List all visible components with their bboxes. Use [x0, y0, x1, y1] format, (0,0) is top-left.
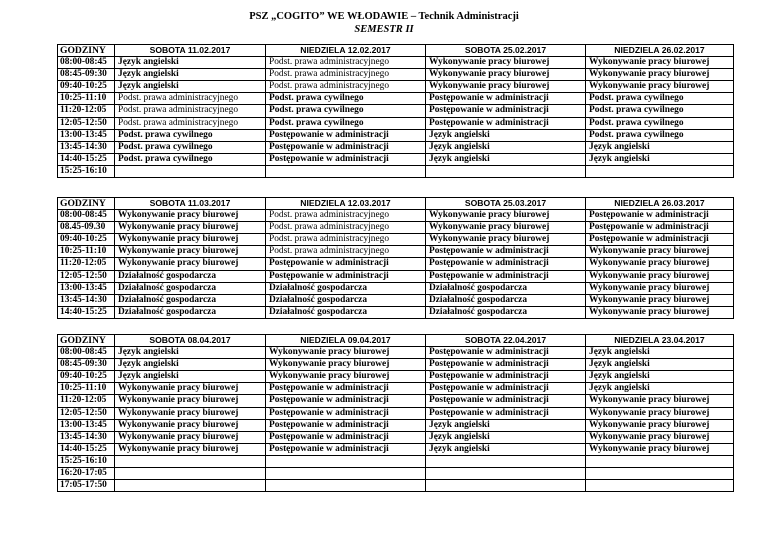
- subject-cell: Podst. prawa administracyjnego: [115, 117, 266, 129]
- table-row: [58, 443, 734, 455]
- subject-cell: Wykonywanie pracy biurowej: [115, 222, 266, 234]
- table-row: [58, 480, 734, 492]
- time-slot: 12:05-12:50: [58, 117, 115, 129]
- time-slot: 08.45-09.30: [58, 222, 115, 234]
- subject-cell: [426, 165, 586, 177]
- subject-cell: Wykonywanie pracy biurowej: [426, 69, 586, 81]
- day-column-header: NIEDZIELA 12.03.2017: [266, 198, 426, 210]
- table-row: [58, 93, 734, 105]
- subject-cell: [115, 480, 266, 492]
- table-row: [58, 258, 734, 270]
- subject-cell: Język angielski: [115, 81, 266, 93]
- time-slot: 13:45-14:30: [58, 294, 115, 306]
- subject-cell: Podst. prawa administracyjnego: [115, 105, 266, 117]
- hours-column-header: GODZINY: [58, 45, 115, 57]
- subject-cell: Wykonywanie pracy biurowej: [586, 294, 734, 306]
- subject-cell: Postępowanie w administracji: [266, 129, 426, 141]
- subject-cell: Podst. prawa administracyjnego: [266, 69, 426, 81]
- subject-cell: [115, 455, 266, 467]
- time-slot: 11:20-12:05: [58, 258, 115, 270]
- time-slot: 13:00-13:45: [58, 129, 115, 141]
- hours-column-header: GODZINY: [58, 335, 115, 347]
- day-column-header: SOBOTA 25.03.2017: [426, 198, 586, 210]
- subject-cell: Postępowanie w administracji: [266, 270, 426, 282]
- day-column-header: SOBOTA 25.02.2017: [426, 45, 586, 57]
- subject-cell: Język angielski: [426, 443, 586, 455]
- subject-cell: Podst. prawa administracyjnego: [266, 57, 426, 69]
- subject-cell: Wykonywanie pracy biurowej: [586, 443, 734, 455]
- subject-cell: Podst. prawa administracyjnego: [266, 210, 426, 222]
- subject-cell: Wykonywanie pracy biurowej: [586, 69, 734, 81]
- subject-cell: [586, 468, 734, 480]
- subject-cell: [266, 165, 426, 177]
- time-slot: 10:25-11:10: [58, 383, 115, 395]
- table-row: [58, 246, 734, 258]
- subject-cell: [115, 468, 266, 480]
- subject-cell: Postępowanie w administracji: [266, 141, 426, 153]
- subject-cell: Wykonywanie pracy biurowej: [115, 395, 266, 407]
- subject-cell: Postępowanie w administracji: [266, 383, 426, 395]
- subject-cell: Język angielski: [586, 383, 734, 395]
- subject-cell: Wykonywanie pracy biurowej: [426, 222, 586, 234]
- subject-cell: Postępowanie w administracji: [426, 105, 586, 117]
- subject-cell: Działalność gospodarcza: [115, 270, 266, 282]
- day-column-header: NIEDZIELA 09.04.2017: [266, 335, 426, 347]
- subject-cell: Postępowanie w administracji: [266, 153, 426, 165]
- subject-cell: Wykonywanie pracy biurowej: [586, 57, 734, 69]
- header-row: [58, 45, 734, 57]
- subject-cell: Podst. prawa cywilnego: [586, 105, 734, 117]
- subject-cell: Wykonywanie pracy biurowej: [586, 419, 734, 431]
- time-slot: 08:45-09:30: [58, 359, 115, 371]
- subject-cell: Język angielski: [426, 431, 586, 443]
- subject-cell: Podst. prawa administracyjnego: [115, 93, 266, 105]
- subject-cell: Postępowanie w administracji: [426, 395, 586, 407]
- subject-cell: Działalność gospodarcza: [115, 294, 266, 306]
- document-title: PSZ „COGITO” WE WŁODAWIE – Technik Administracji: [249, 11, 519, 22]
- subject-cell: Język angielski: [586, 371, 734, 383]
- subject-cell: Postępowanie w administracji: [266, 407, 426, 419]
- subject-cell: Język angielski: [426, 129, 586, 141]
- subject-cell: Język angielski: [426, 419, 586, 431]
- subject-cell: Wykonywanie pracy biurowej: [586, 270, 734, 282]
- subject-cell: Wykonywanie pracy biurowej: [586, 407, 734, 419]
- subject-cell: Podst. prawa cywilnego: [266, 93, 426, 105]
- table-row: [58, 153, 734, 165]
- subject-cell: Postępowanie w administracji: [586, 210, 734, 222]
- subject-cell: Podst. prawa cywilnego: [586, 93, 734, 105]
- table-row: [58, 141, 734, 153]
- time-slot: 14:40-15:25: [58, 153, 115, 165]
- subject-cell: Działalność gospodarcza: [115, 282, 266, 294]
- subject-cell: Postępowanie w administracji: [426, 270, 586, 282]
- subject-cell: [426, 468, 586, 480]
- table-row: [58, 210, 734, 222]
- subject-cell: Podst. prawa cywilnego: [115, 141, 266, 153]
- subject-cell: Wykonywanie pracy biurowej: [586, 306, 734, 318]
- table-row: [58, 347, 734, 359]
- subject-cell: Postępowanie w administracji: [426, 347, 586, 359]
- subject-cell: Język angielski: [426, 153, 586, 165]
- subject-cell: Podst. prawa administracyjnego: [266, 234, 426, 246]
- schedule-table-february: [57, 44, 734, 178]
- subject-cell: Podst. prawa cywilnego: [115, 153, 266, 165]
- time-slot: 09:40-10:25: [58, 371, 115, 383]
- subject-cell: Podst. prawa administracyjnego: [266, 246, 426, 258]
- time-slot: 13:00-13:45: [58, 282, 115, 294]
- time-slot: 14:40-15:25: [58, 443, 115, 455]
- subject-cell: Działalność gospodarcza: [266, 306, 426, 318]
- day-column-header: SOBOTA 22.04.2017: [426, 335, 586, 347]
- table-row: [58, 129, 734, 141]
- table-row: [58, 234, 734, 246]
- time-slot: 08:00-08:45: [58, 210, 115, 222]
- table-row: [58, 383, 734, 395]
- subject-cell: [586, 455, 734, 467]
- time-slot: 13:00-13:45: [58, 419, 115, 431]
- subject-cell: Wykonywanie pracy biurowej: [586, 431, 734, 443]
- table-row: [58, 468, 734, 480]
- table-row: [58, 306, 734, 318]
- subject-cell: Wykonywanie pracy biurowej: [115, 407, 266, 419]
- time-slot: 10:25-11:10: [58, 246, 115, 258]
- subject-cell: Wykonywanie pracy biurowej: [266, 371, 426, 383]
- subject-cell: Wykonywanie pracy biurowej: [586, 395, 734, 407]
- time-slot: 11:20-12:05: [58, 395, 115, 407]
- subject-cell: [426, 480, 586, 492]
- subject-cell: Podst. prawa cywilnego: [115, 129, 266, 141]
- table-row: [58, 359, 734, 371]
- subject-cell: Wykonywanie pracy biurowej: [426, 234, 586, 246]
- subject-cell: Wykonywanie pracy biurowej: [115, 419, 266, 431]
- time-slot: 14:40-15:25: [58, 306, 115, 318]
- subject-cell: Wykonywanie pracy biurowej: [266, 347, 426, 359]
- subject-cell: Działalność gospodarcza: [266, 282, 426, 294]
- table-row: [58, 407, 734, 419]
- subject-cell: Postępowanie w administracji: [266, 395, 426, 407]
- subject-cell: Postępowanie w administracji: [266, 258, 426, 270]
- hours-column-header: GODZINY: [58, 198, 115, 210]
- subject-cell: Postępowanie w administracji: [426, 246, 586, 258]
- subject-cell: Podst. prawa cywilnego: [266, 105, 426, 117]
- subject-cell: Wykonywanie pracy biurowej: [586, 258, 734, 270]
- time-slot: 16:20-17:05: [58, 468, 115, 480]
- subject-cell: Postępowanie w administracji: [426, 407, 586, 419]
- time-slot: 17:05-17:50: [58, 480, 115, 492]
- subject-cell: Postępowanie w administracji: [426, 383, 586, 395]
- time-slot: 15:25-16:10: [58, 455, 115, 467]
- day-column-header: SOBOTA 11.03.2017: [115, 198, 266, 210]
- subject-cell: Wykonywanie pracy biurowej: [115, 258, 266, 270]
- time-slot: 09:40-10:25: [58, 234, 115, 246]
- subject-cell: Postępowanie w administracji: [266, 431, 426, 443]
- table-row: [58, 270, 734, 282]
- document-subtitle: SEMESTR II: [354, 24, 414, 35]
- subject-cell: Postępowanie w administracji: [426, 359, 586, 371]
- time-slot: 11:20-12:05: [58, 105, 115, 117]
- table-row: [58, 431, 734, 443]
- day-column-header: NIEDZIELA 26.03.2017: [586, 198, 734, 210]
- table-row: [58, 81, 734, 93]
- day-column-header: SOBOTA 11.02.2017: [115, 45, 266, 57]
- document-header: [0, 10, 768, 36]
- subject-cell: [266, 468, 426, 480]
- time-slot: 08:00-08:45: [58, 347, 115, 359]
- subject-cell: Wykonywanie pracy biurowej: [115, 443, 266, 455]
- subject-cell: Postępowanie w administracji: [266, 419, 426, 431]
- day-column-header: NIEDZIELA 26.02.2017: [586, 45, 734, 57]
- subject-cell: Podst. prawa administracyjnego: [266, 222, 426, 234]
- subject-cell: Postępowanie w administracji: [426, 258, 586, 270]
- time-slot: 09:40-10:25: [58, 81, 115, 93]
- schedule-table-march: [57, 197, 734, 319]
- subject-cell: Podst. prawa cywilnego: [586, 117, 734, 129]
- subject-cell: Wykonywanie pracy biurowej: [115, 210, 266, 222]
- table-row: [58, 455, 734, 467]
- table-row: [58, 294, 734, 306]
- time-slot: 08:00-08:45: [58, 57, 115, 69]
- subject-cell: Wykonywanie pracy biurowej: [115, 234, 266, 246]
- time-slot: 15:25-16:10: [58, 165, 115, 177]
- table-row: [58, 222, 734, 234]
- subject-cell: Wykonywanie pracy biurowej: [115, 383, 266, 395]
- subject-cell: Wykonywanie pracy biurowej: [426, 81, 586, 93]
- subject-cell: [266, 455, 426, 467]
- subject-cell: Wykonywanie pracy biurowej: [586, 246, 734, 258]
- time-slot: 13:45-14:30: [58, 431, 115, 443]
- time-slot: 13:45-14:30: [58, 141, 115, 153]
- subject-cell: Język angielski: [586, 153, 734, 165]
- table-row: [58, 69, 734, 81]
- subject-cell: Działalność gospodarcza: [266, 294, 426, 306]
- header-row: [58, 335, 734, 347]
- subject-cell: Działalność gospodarcza: [426, 282, 586, 294]
- subject-cell: Język angielski: [586, 359, 734, 371]
- subject-cell: Język angielski: [586, 347, 734, 359]
- subject-cell: Język angielski: [115, 347, 266, 359]
- day-column-header: NIEDZIELA 12.02.2017: [266, 45, 426, 57]
- subject-cell: Wykonywanie pracy biurowej: [586, 282, 734, 294]
- time-slot: 12:05-12:50: [58, 270, 115, 282]
- schedule-table-april: [57, 334, 734, 492]
- subject-cell: Podst. prawa cywilnego: [266, 117, 426, 129]
- subject-cell: Działalność gospodarcza: [426, 294, 586, 306]
- subject-cell: Postępowanie w administracji: [426, 371, 586, 383]
- subject-cell: Działalność gospodarcza: [115, 306, 266, 318]
- table-row: [58, 395, 734, 407]
- subject-cell: Postępowanie w administracji: [586, 222, 734, 234]
- subject-cell: Wykonywanie pracy biurowej: [266, 359, 426, 371]
- subject-cell: [426, 455, 586, 467]
- table-row: [58, 419, 734, 431]
- table-row: [58, 282, 734, 294]
- subject-cell: Wykonywanie pracy biurowej: [426, 210, 586, 222]
- subject-cell: Postępowanie w administracji: [426, 117, 586, 129]
- subject-cell: Postępowanie w administracji: [266, 443, 426, 455]
- subject-cell: [115, 165, 266, 177]
- subject-cell: [586, 480, 734, 492]
- time-slot: 12:05-12:50: [58, 407, 115, 419]
- table-row: [58, 165, 734, 177]
- subject-cell: Wykonywanie pracy biurowej: [115, 246, 266, 258]
- subject-cell: [266, 480, 426, 492]
- subject-cell: Podst. prawa administracyjnego: [266, 81, 426, 93]
- subject-cell: Język angielski: [115, 359, 266, 371]
- table-row: [58, 105, 734, 117]
- subject-cell: Wykonywanie pracy biurowej: [426, 57, 586, 69]
- subject-cell: Język angielski: [426, 141, 586, 153]
- table-row: [58, 371, 734, 383]
- subject-cell: Postępowanie w administracji: [586, 234, 734, 246]
- subject-cell: Wykonywanie pracy biurowej: [586, 81, 734, 93]
- time-slot: 08:45-09:30: [58, 69, 115, 81]
- subject-cell: Język angielski: [586, 141, 734, 153]
- subject-cell: Wykonywanie pracy biurowej: [115, 431, 266, 443]
- table-row: [58, 57, 734, 69]
- day-column-header: NIEDZIELA 23.04.2017: [586, 335, 734, 347]
- subject-cell: Język angielski: [115, 69, 266, 81]
- subject-cell: [586, 165, 734, 177]
- subject-cell: Działalność gospodarcza: [426, 306, 586, 318]
- subject-cell: Język angielski: [115, 57, 266, 69]
- subject-cell: Podst. prawa cywilnego: [586, 129, 734, 141]
- header-row: [58, 198, 734, 210]
- subject-cell: Postępowanie w administracji: [426, 93, 586, 105]
- time-slot: 10:25-11:10: [58, 93, 115, 105]
- table-row: [58, 117, 734, 129]
- subject-cell: Język angielski: [115, 371, 266, 383]
- day-column-header: SOBOTA 08.04.2017: [115, 335, 266, 347]
